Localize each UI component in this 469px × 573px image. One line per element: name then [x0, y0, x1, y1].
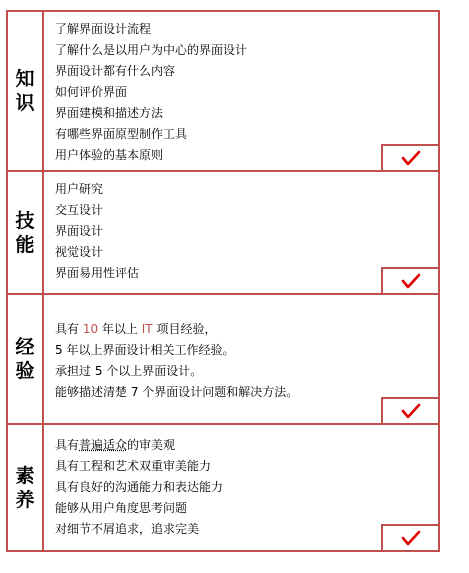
knowledge-list	[55, 19, 378, 166]
list-item: 承担过 5 个以上界面设计。	[55, 364, 203, 378]
checkbox-knowledge[interactable]	[381, 144, 438, 170]
list-item: 了解什么是以用户为中心的界面设计	[55, 43, 248, 57]
section-knowledge	[8, 12, 438, 170]
list-item: 了解界面设计流程	[55, 22, 152, 36]
list-item: 界面建模和描述方法	[55, 106, 164, 120]
section-experience	[8, 293, 438, 423]
list-item: 5 年以上界面设计相关工作经验。	[55, 343, 235, 357]
list-item: 界面设计	[55, 224, 104, 238]
category-char: 识	[15, 92, 35, 114]
list-item: 对细节不屑追求，追求完美	[55, 522, 200, 536]
category-char: 验	[15, 360, 35, 382]
category-char: 经	[15, 336, 35, 358]
list-item: 如何评价界面	[55, 85, 128, 99]
list-item: 有哪些界面原型制作工具	[55, 127, 188, 141]
section-skills	[8, 170, 438, 293]
category-skills	[8, 172, 44, 293]
experience-list	[55, 319, 378, 403]
list-item: 用户研究	[55, 182, 104, 196]
skills-list	[55, 179, 378, 284]
section-literacy	[8, 423, 438, 550]
list-item: 具有工程和艺术双重审美能力	[55, 459, 212, 473]
category-char: 技	[15, 209, 35, 232]
list-item: 具有良好的沟通能力和表达能力	[55, 480, 224, 494]
category-char: 知	[15, 68, 35, 90]
checkmark-icon	[401, 530, 421, 546]
category-char: 养	[15, 488, 35, 511]
competency-table	[6, 10, 440, 552]
literacy-list	[55, 435, 378, 540]
checkmark-icon	[401, 273, 421, 289]
checkbox-skills[interactable]	[381, 267, 438, 293]
list-item: 能够从用户角度思考问题	[55, 501, 188, 515]
list-item: 具有普遍适众的审美观	[55, 438, 176, 452]
list-item: 视觉设计	[55, 245, 104, 259]
list-item: 交互设计	[55, 203, 104, 217]
checkbox-literacy[interactable]	[381, 524, 438, 550]
category-experience	[8, 295, 44, 423]
list-item: 具有 10 年以上 IT 项目经验，	[55, 322, 217, 336]
checkmark-icon	[401, 403, 421, 419]
list-item: 用户体验的基本原则	[55, 148, 164, 162]
checkbox-experience[interactable]	[381, 397, 438, 423]
list-item: 界面易用性评估	[55, 266, 140, 280]
list-item: 能够描述清楚 7 个界面设计问题和解决方法。	[55, 385, 299, 399]
list-item: 界面设计都有什么内容	[55, 64, 176, 78]
checkmark-icon	[401, 150, 421, 166]
category-char: 素	[15, 464, 35, 487]
category-literacy	[8, 425, 44, 550]
category-knowledge	[8, 12, 44, 170]
category-char: 能	[15, 233, 35, 256]
